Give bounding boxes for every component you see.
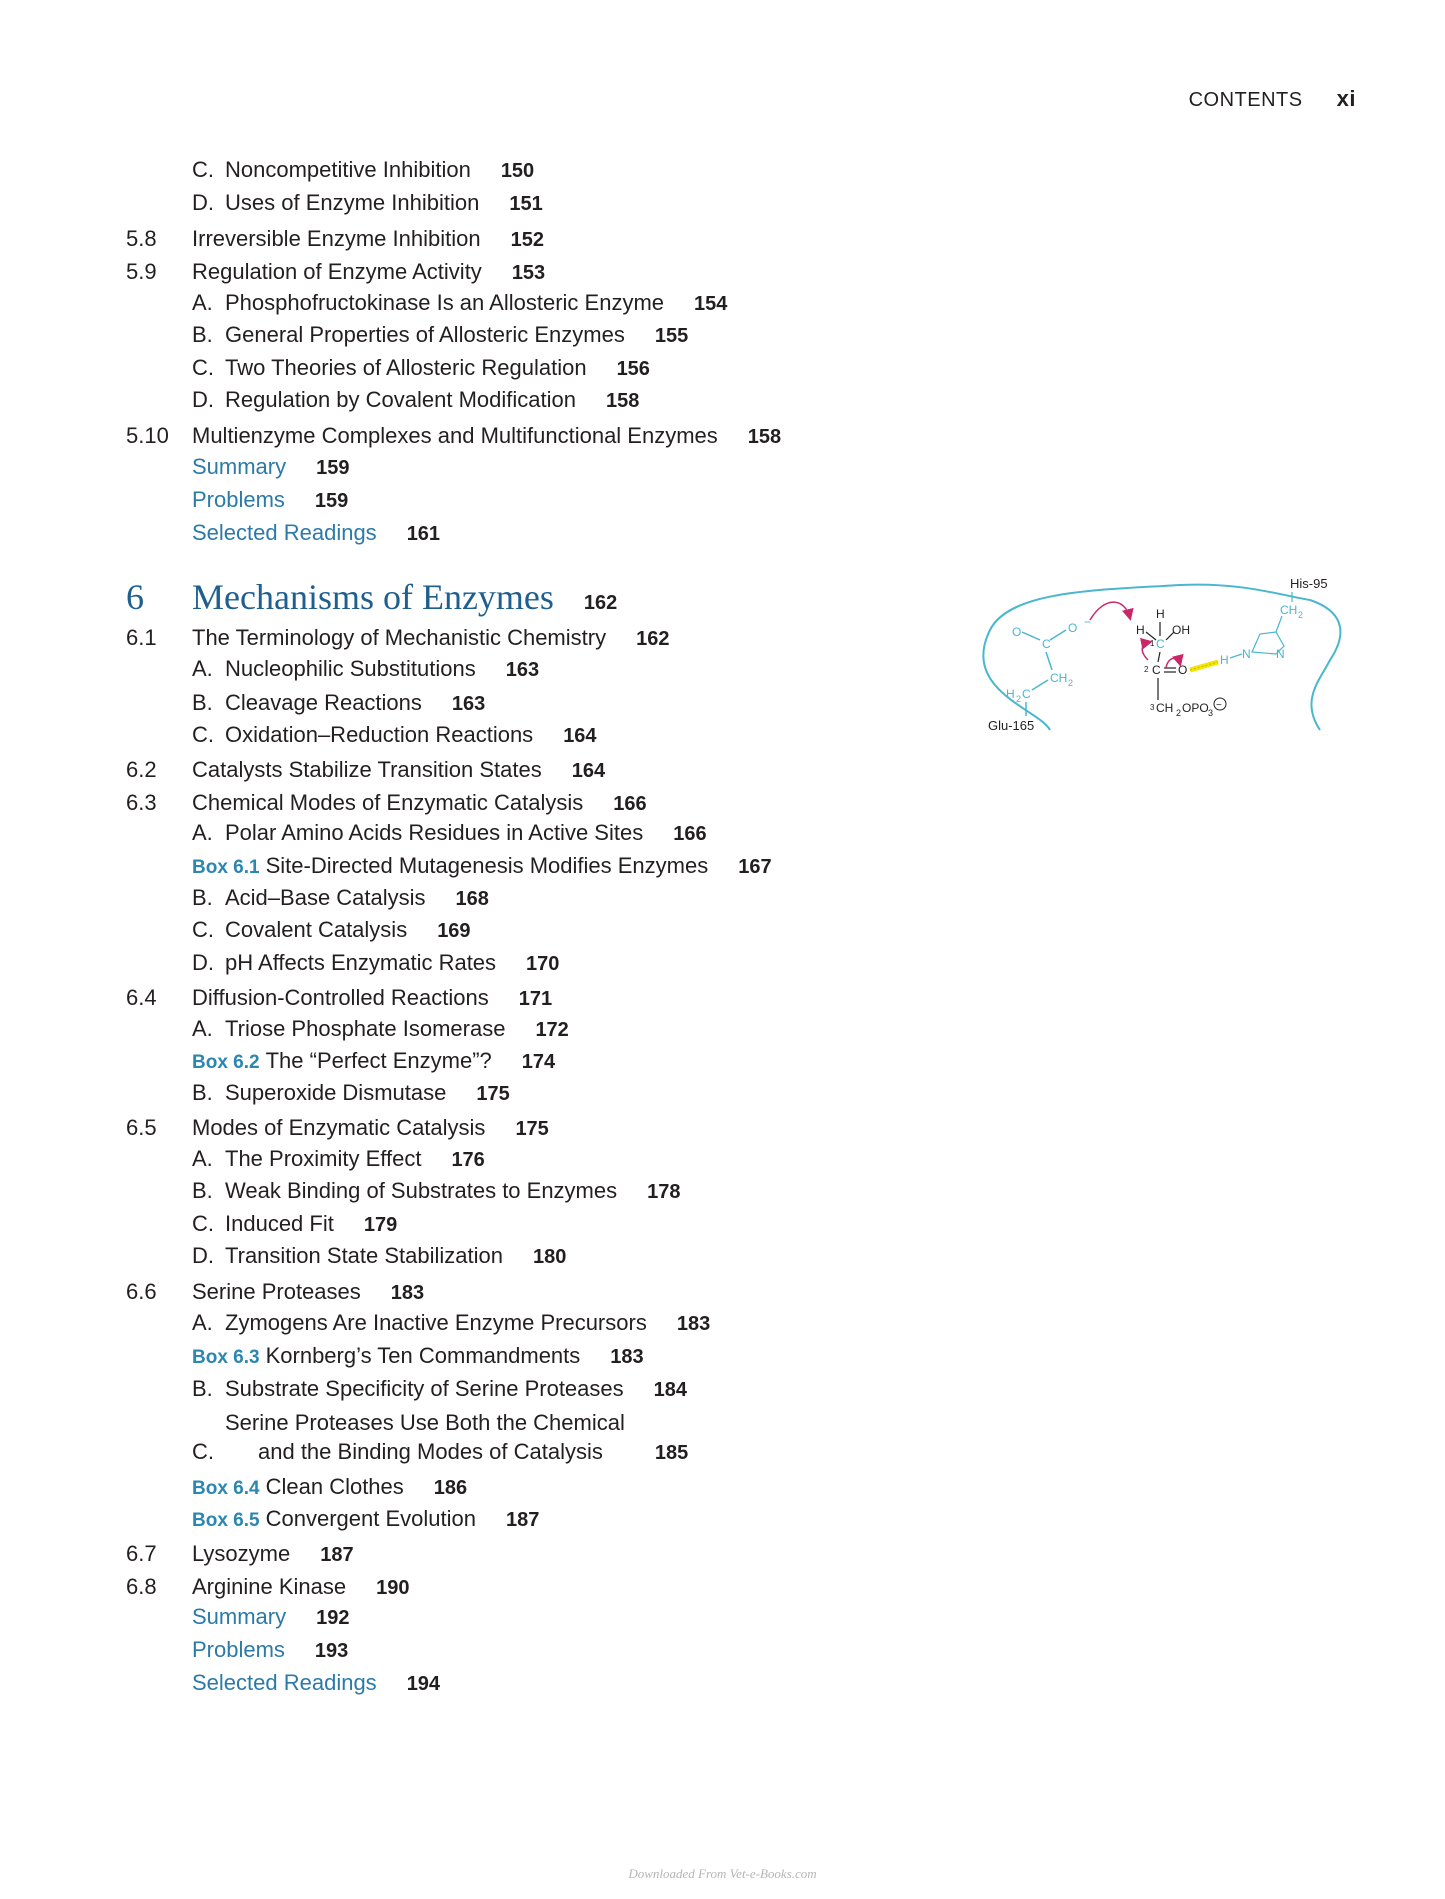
subsection-letter: C. <box>192 1211 214 1236</box>
entry-title: Triose Phosphate Isomerase <box>225 1016 506 1041</box>
entry-title: Chemical Modes of Enzymatic Catalysis <box>192 790 584 815</box>
entry-title: Regulation by Covalent Modification <box>225 387 576 412</box>
entry-title: Uses of Enzyme Inhibition <box>225 190 480 215</box>
svg-text:OPO: OPO <box>1182 701 1209 715</box>
entry-page: 187 <box>505 1509 540 1531</box>
toc-entry <box>192 690 485 717</box>
entry-title: Two Theories of Allosteric Regulation <box>225 355 587 380</box>
entry-page: 156 <box>616 358 650 380</box>
subsection-letter: C. <box>192 917 214 942</box>
toc-entry <box>192 387 639 414</box>
section-number: 5.8 <box>126 226 157 251</box>
entry-title: Induced Fit <box>225 1211 334 1236</box>
entry-title: Selected Readings <box>192 520 377 545</box>
subsection-letter: C. <box>192 1439 214 1464</box>
svg-text:H: H <box>1006 687 1015 701</box>
entry-page: 183 <box>390 1282 425 1304</box>
entry-page: 163 <box>505 659 540 681</box>
footer-watermark: Downloaded From Vet-e-Books.com <box>628 1866 817 1881</box>
entry-page: 178 <box>647 1181 681 1203</box>
glu-label: Glu-165 <box>988 718 1035 733</box>
toc-entry <box>192 157 534 184</box>
subsection-letter: A. <box>192 1016 213 1041</box>
entry-page: 159 <box>316 457 350 479</box>
entry-title: Irreversible Enzyme Inhibition <box>192 226 481 251</box>
box-label: Box 6.4 <box>192 1478 260 1499</box>
toc-entry <box>192 1016 569 1043</box>
entry-title: Noncompetitive Inhibition <box>225 157 471 182</box>
entry-page: 185 <box>654 1442 689 1464</box>
entry-title: Substrate Specificity of Serine Proteases <box>225 1376 624 1401</box>
entry-page: 175 <box>515 1118 549 1140</box>
entry-page: 153 <box>511 262 546 284</box>
electron-arrow-2 <box>1142 642 1150 660</box>
entry-title: Multienzyme Complexes and Multifunctional Enzymes <box>192 423 718 448</box>
section-number: 5.10 <box>126 423 169 448</box>
running-head <box>1000 86 1356 112</box>
svg-text:C: C <box>1152 663 1161 677</box>
toc-entry <box>126 226 544 253</box>
svg-text:2: 2 <box>1016 694 1022 704</box>
toc-entry <box>126 1279 425 1306</box>
entry-page: 183 <box>610 1346 644 1368</box>
entry-page: 176 <box>451 1149 485 1171</box>
entry-title: The “Perfect Enzyme”? <box>265 1048 492 1073</box>
entry-title: Serine Proteases Use Both the Chemical and the Binding Modes of Catalysis <box>225 1410 625 1464</box>
svg-text:OH: OH <box>1172 623 1190 637</box>
section-number: 6.8 <box>126 1574 157 1599</box>
entry-title: Diffusion-Controlled Reactions <box>192 985 489 1010</box>
svg-text:1: 1 <box>1150 639 1155 648</box>
svg-text:−: − <box>1084 615 1092 629</box>
entry-page: 164 <box>563 725 597 747</box>
entry-page: 184 <box>653 1379 688 1401</box>
svg-text:H: H <box>1136 623 1145 637</box>
svg-text:O: O <box>1178 663 1188 677</box>
subsection-letter: B. <box>192 322 213 347</box>
entry-page: 164 <box>571 760 606 782</box>
entry-title: Site-Directed Mutagenesis Modifies Enzymes <box>265 853 709 878</box>
section-number: 6.4 <box>126 985 157 1010</box>
subsection-letter: B. <box>192 1080 213 1105</box>
svg-text:C: C <box>1022 687 1031 701</box>
svg-text:2: 2 <box>1144 665 1149 674</box>
entry-page: 171 <box>518 988 553 1010</box>
box-label: Box 6.3 <box>192 1347 260 1368</box>
box-label: Box 6.1 <box>192 857 260 878</box>
chapter-number: 6 <box>126 577 144 617</box>
entry-page: 192 <box>316 1607 350 1629</box>
entry-title: General Properties of Allosteric Enzymes <box>225 322 625 347</box>
subsection-letter: D. <box>192 190 214 215</box>
entry-title: Nucleophilic Substitutions <box>225 656 476 681</box>
entry-title: Problems <box>192 1637 285 1662</box>
toc-entry <box>192 820 707 847</box>
entry-page: 187 <box>320 1544 354 1566</box>
toc-entry <box>126 423 782 450</box>
toc-entry <box>192 454 350 481</box>
svg-text:C: C <box>1156 637 1165 651</box>
entry-page: 151 <box>509 193 543 215</box>
toc-entry <box>192 1604 350 1631</box>
entry-title: Cleavage Reactions <box>225 690 422 715</box>
entry-page: 158 <box>605 390 640 412</box>
electron-arrow-1 <box>1090 602 1130 620</box>
subsection-letter: C. <box>192 157 214 182</box>
entry-page: 166 <box>613 793 647 815</box>
toc-entry <box>192 1178 681 1205</box>
subsection-letter: B. <box>192 1376 213 1401</box>
entry-page: 166 <box>673 823 707 845</box>
toc-entry <box>192 1506 539 1534</box>
section-number: 6.7 <box>126 1541 157 1566</box>
entry-page: 194 <box>406 1673 441 1695</box>
entry-title: Summary <box>192 1604 287 1629</box>
page-number: xi <box>1336 86 1356 111</box>
toc-entry <box>192 722 597 749</box>
toc-entry <box>126 1541 354 1568</box>
section-number: 6.2 <box>126 757 157 782</box>
toc-entry <box>126 757 606 784</box>
subsection-letter: D. <box>192 1243 214 1268</box>
entry-page: 163 <box>451 693 486 715</box>
subsection-letter: C. <box>192 722 214 747</box>
toc-entry <box>192 190 543 217</box>
entry-page: 168 <box>455 888 489 910</box>
entry-title: Modes of Enzymatic Catalysis <box>192 1115 486 1140</box>
entry-page: 161 <box>406 523 441 545</box>
toc-entry <box>192 950 559 977</box>
toc-entry <box>192 853 772 881</box>
glu-carboxylate <box>1006 615 1091 716</box>
toc-entry <box>192 1310 710 1337</box>
toc-entry <box>192 1670 440 1697</box>
toc-entry <box>192 656 539 683</box>
entry-title: Serine Proteases <box>192 1279 361 1304</box>
entry-page: 174 <box>521 1051 556 1073</box>
entry-title: Polar Amino Acids Residues in Active Sites <box>225 820 644 845</box>
toc-entry <box>126 1115 549 1142</box>
entry-title: Clean Clothes <box>265 1474 404 1499</box>
chapter-title: Mechanisms of Enzymes <box>192 577 554 617</box>
entry-page: 152 <box>510 229 544 251</box>
entry-page: 180 <box>533 1246 567 1268</box>
toc-entry <box>126 625 670 652</box>
entry-title: Convergent Evolution <box>265 1506 476 1531</box>
subsection-letter: A. <box>192 656 213 681</box>
svg-text:N: N <box>1242 647 1251 661</box>
entry-page: 186 <box>433 1477 468 1499</box>
entry-title: The Proximity Effect <box>225 1146 422 1171</box>
svg-text:H: H <box>1156 607 1165 621</box>
entry-page: 150 <box>500 160 535 182</box>
subsection-letter: A. <box>192 820 213 845</box>
svg-text:2: 2 <box>1298 610 1304 620</box>
running-head-label: CONTENTS <box>1188 89 1303 111</box>
toc-entry <box>126 790 647 817</box>
entry-title: Zymogens Are Inactive Enzyme Precursors <box>225 1310 647 1335</box>
toc-entry <box>126 985 553 1012</box>
subsection-letter: A. <box>192 1146 213 1171</box>
svg-text:N: N <box>1276 647 1285 661</box>
entry-page: 172 <box>535 1019 569 1041</box>
entry-title: Phosphofructokinase Is an Allosteric Enzyme <box>225 290 665 315</box>
entry-title: Lysozyme <box>192 1541 291 1566</box>
histidine <box>1220 592 1303 667</box>
toc-entry <box>192 1146 485 1173</box>
svg-text:O: O <box>1012 625 1022 639</box>
toc-entry <box>192 1211 397 1238</box>
box-label: Box 6.5 <box>192 1510 260 1531</box>
subsection-letter: D. <box>192 387 214 412</box>
entry-title: pH Affects Enzymatic Rates <box>225 950 497 975</box>
toc-entry <box>192 1637 348 1664</box>
entry-page: 170 <box>526 953 560 975</box>
svg-text:CH: CH <box>1280 603 1298 617</box>
toc-entry <box>192 322 688 349</box>
entry-title: Catalysts Stabilize Transition States <box>192 757 542 782</box>
entry-page: 179 <box>363 1214 398 1236</box>
toc-entry <box>192 917 471 944</box>
toc-entry <box>192 885 489 912</box>
entry-title: Superoxide Dismutase <box>225 1080 447 1105</box>
entry-page: 175 <box>476 1083 510 1105</box>
toc-entry <box>192 355 650 382</box>
toc-entry <box>192 520 440 547</box>
entry-page: 167 <box>738 856 772 878</box>
section-number: 5.9 <box>126 259 157 284</box>
subsection-letter: A. <box>192 290 213 315</box>
svg-text:H: H <box>1220 653 1229 667</box>
entry-title: The Terminology of Mechanistic Chemistry <box>192 625 607 650</box>
toc-entry <box>192 1408 688 1466</box>
entry-page: 155 <box>654 325 689 347</box>
toc-entry <box>126 259 546 286</box>
entry-title: Selected Readings <box>192 1670 377 1695</box>
entry-title: Acid–Base Catalysis <box>225 885 426 910</box>
toc-entry <box>192 487 348 514</box>
toc-entry <box>126 1574 410 1601</box>
toc-entry <box>192 1343 644 1371</box>
svg-text:3: 3 <box>1150 703 1155 712</box>
subsection-letter: C. <box>192 355 214 380</box>
svg-text:2: 2 <box>1176 708 1182 718</box>
entry-page: 183 <box>676 1313 711 1335</box>
subsection-letter: B. <box>192 690 213 715</box>
entry-page: 193 <box>314 1640 349 1662</box>
entry-title: Regulation of Enzyme Activity <box>192 259 482 284</box>
toc-entry <box>192 1048 555 1076</box>
box-label: Box 6.2 <box>192 1052 260 1073</box>
entry-title: Covalent Catalysis <box>225 917 408 942</box>
entry-page: 169 <box>437 920 471 942</box>
svg-text:−: − <box>1216 700 1222 711</box>
svg-text:C: C <box>1042 637 1051 651</box>
subsection-letter: B. <box>192 1178 213 1203</box>
entry-title: Transition State Stabilization <box>225 1243 503 1268</box>
section-number: 6.6 <box>126 1279 157 1304</box>
entry-title: Oxidation–Reduction Reactions <box>225 722 534 747</box>
toc-entry <box>192 1474 467 1502</box>
entry-page: 158 <box>747 426 782 448</box>
toc-entry <box>192 290 727 317</box>
entry-title: Kornberg’s Ten Commandments <box>265 1343 581 1368</box>
section-number: 6.5 <box>126 1115 157 1140</box>
toc-entry <box>192 1376 687 1403</box>
section-number: 6.1 <box>126 625 157 650</box>
toc-entry <box>192 1080 510 1107</box>
entry-title: Problems <box>192 487 285 512</box>
chapter-page: 162 <box>583 592 618 614</box>
entry-page: 162 <box>636 628 670 650</box>
subsection-letter: A. <box>192 1310 213 1335</box>
svg-text:3: 3 <box>1208 708 1214 718</box>
svg-text:CH: CH <box>1156 701 1174 715</box>
svg-text:O: O <box>1068 621 1078 635</box>
chapter-heading <box>126 576 617 618</box>
section-number: 6.3 <box>126 790 157 815</box>
entry-title: Summary <box>192 454 287 479</box>
entry-title: Weak Binding of Substrates to Enzymes <box>225 1178 618 1203</box>
his-label: His-95 <box>1290 576 1328 591</box>
svg-text:2: 2 <box>1068 678 1074 688</box>
subsection-letter: D. <box>192 950 214 975</box>
toc-entry <box>192 1243 566 1270</box>
entry-page: 159 <box>314 490 349 512</box>
svg-text:CH: CH <box>1050 671 1068 685</box>
entry-title: Arginine Kinase <box>192 1574 347 1599</box>
subsection-letter: B. <box>192 885 213 910</box>
entry-page: 190 <box>376 1577 410 1599</box>
entry-page: 154 <box>694 293 728 315</box>
mechanism-figure <box>980 570 1360 750</box>
